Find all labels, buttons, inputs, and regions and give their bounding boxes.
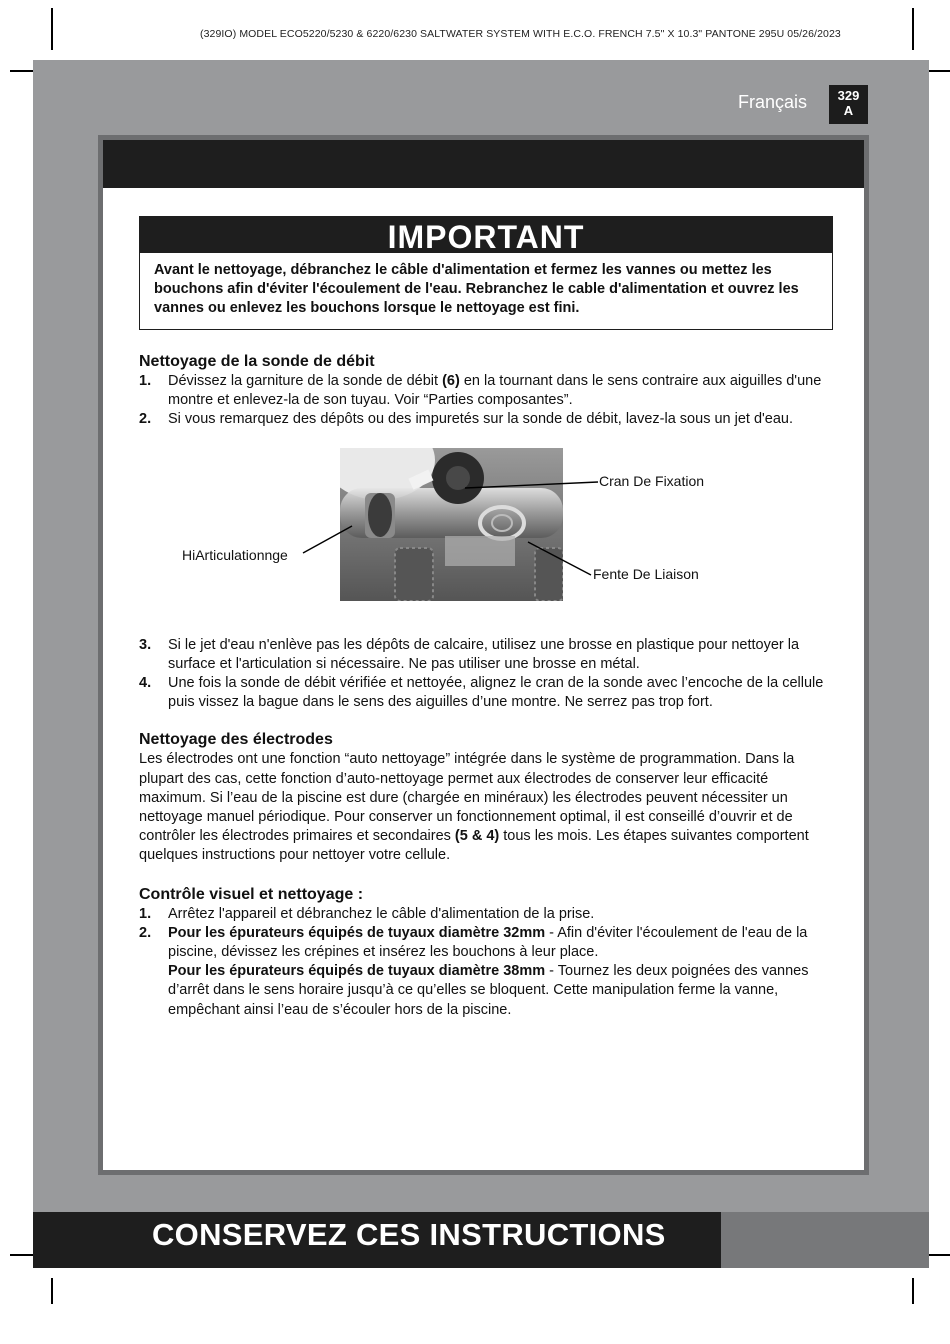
flow-sensor-steps-continued xyxy=(139,636,833,713)
section-heading-electrodes: Nettoyage des électrodes xyxy=(139,731,333,749)
step-number: 2. xyxy=(139,411,152,428)
panel-header-bar xyxy=(103,140,864,188)
step-number: 2. xyxy=(139,924,152,941)
step-number: 3. xyxy=(139,636,152,653)
important-title: IMPORTANT xyxy=(140,217,832,253)
section-heading-visual-check: Contrôle visuel et nettoyage : xyxy=(139,885,364,903)
important-text: Avant le nettoyage, débranchez le câble d'alimentation et fermez les vannes ou mettez les bouchons afin d'éviter l'écoulement de l'eau. Rebranchez le cable d'alimentation et ouvrez les vannes ou enlevez les bouchons lorsque le nettoyage est fini. xyxy=(154,262,799,316)
crop-mark xyxy=(912,1278,914,1304)
step-number: 1. xyxy=(139,905,152,922)
page-number: 329 xyxy=(837,88,860,103)
label-articulation: HiArticulationnge xyxy=(182,546,288,563)
list-item: 1. Dévissez la garniture de la sonde de débit (6) en la tournant dans le sens contraire aux aiguilles d'une montre et enlevez-la de son tuyau. Voir “Parties composantes”. xyxy=(139,373,822,409)
list-item: 4. Une fois la sonde de débit vérifiée et nettoyée, alignez le cran de la sonde avec l’encoche de la cellule puis vissez la bague dans le sens des aiguilles d’une montre. Ne serrez pas trop fort. xyxy=(139,675,824,711)
crop-mark xyxy=(51,1278,53,1304)
footer-gray-block xyxy=(721,1212,929,1268)
list-item: 1. Arrêtez l'appareil et débranchez le câble d'alimentation de la prise. xyxy=(139,905,833,924)
language-label: Français xyxy=(738,92,808,112)
list-item: 2. Si vous remarquez des dépôts ou des impuretés sur la sonde de débit, lavez-la sous un jet d'eau. xyxy=(139,410,833,429)
step-number: 4. xyxy=(139,675,152,692)
footer-banner: CONSERVEZ CES INSTRUCTIONS xyxy=(33,1212,721,1268)
list-item: 2. Pour les épurateurs équipés de tuyaux diamètre 32mm - Afin d'éviter l'écoulement de l'eau de la piscine, dévissez les crépines et insérez les bouchons à leur place. Pour les épurateurs équipés de tuyaux diamètre 38mm - Tournez les deux poignées des vannes d’arrêt dans le sens horaire jusqu’à ce qu’elles se bloquent. Cette manipulation ferme la vanne, empêchant ainsi l’eau de s’écouler hors de la piscine. xyxy=(139,924,809,1018)
page-letter: A xyxy=(843,103,854,118)
visual-check-steps xyxy=(139,905,833,1020)
main-content xyxy=(139,352,833,1020)
content-panel xyxy=(98,135,869,1175)
electrodes-paragraph: Les électrodes ont une fonction “auto nettoyage” intégrée dans le système de programmation. Dans la plupart des cas, cette fonction d’auto-nettoyage permet aux électrodes de conserver leur efficacité maximum. Si l’eau de la piscine est dure (chargée en minéraux) les électrodes peuvent nécessiter un nettoyage manuel périodique. Pour conserver un fonctionnement optimal, il est conseillé d’ouvrir et de contrôler les électrodes primaires et secondaires (5 & 4) tous les mois. Les étapes suivantes comportent quelques instructions pour nettoyer votre cellule. xyxy=(139,751,809,864)
label-fente-de-liaison: Fente De Liaison xyxy=(593,565,699,582)
page-number-badge xyxy=(829,85,868,124)
list-item: 3. Si le jet d'eau n'enlève pas les dépôts de calcaire, utilisez une brosse en plastique pour nettoyer la surface et l'articulation si nécessaire. Ne pas utiliser une brosse en métal. xyxy=(139,636,800,672)
flow-sensor-steps xyxy=(139,372,833,430)
important-box xyxy=(139,216,833,330)
callout-lines xyxy=(139,444,833,628)
crop-mark xyxy=(51,8,53,50)
crop-mark xyxy=(912,8,914,50)
label-cran-de-fixation: Cran De Fixation xyxy=(599,472,705,489)
print-header: (329IO) MODEL ECO5220/5230 & 6220/6230 SALTWATER SYSTEM WITH E.C.O. FRENCH 7.5" X 10.3" PANTONE 295U 05/26/2023 xyxy=(200,28,841,40)
step-number: 1. xyxy=(139,373,152,389)
section-heading-flow-sensor: Nettoyage de la sonde de débit xyxy=(139,353,375,370)
flow-sensor-figure xyxy=(139,444,833,628)
